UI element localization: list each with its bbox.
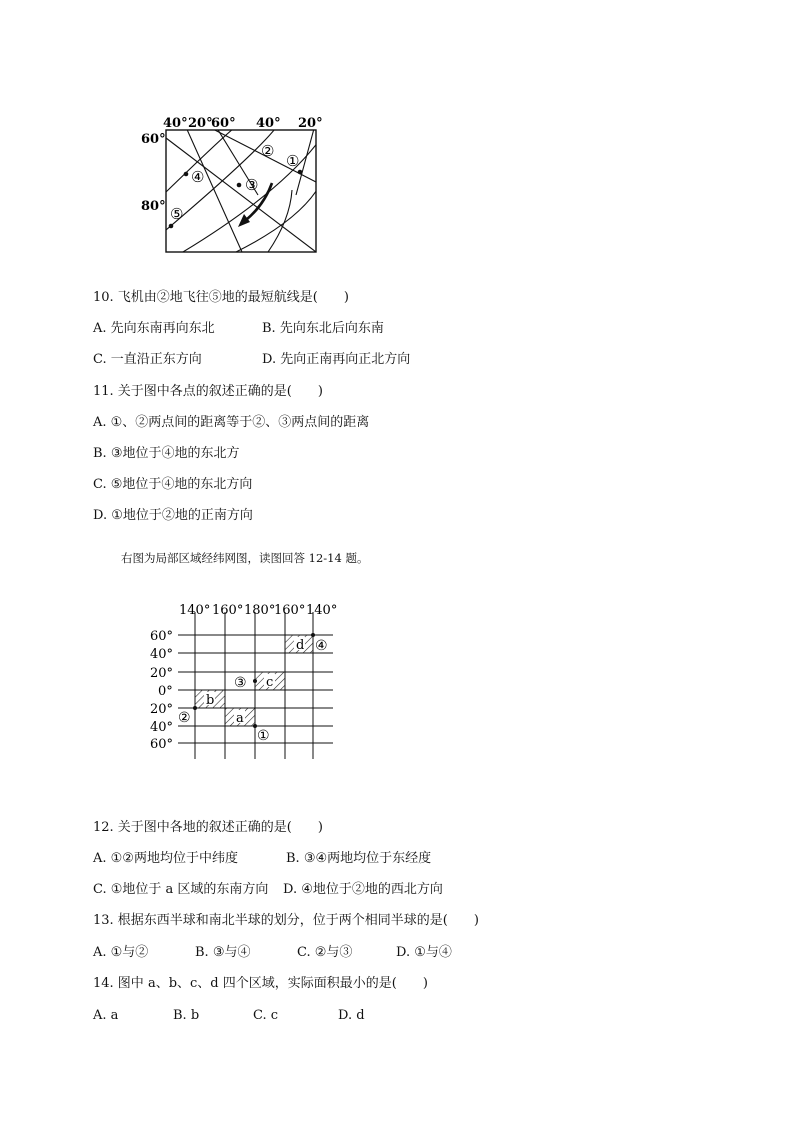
region-label-c: c	[266, 675, 274, 690]
lat-label: 20°	[150, 702, 174, 717]
q13-option-c[interactable]: C. ②与③	[297, 945, 353, 960]
q14-option-d[interactable]: D. d	[338, 1008, 365, 1023]
q11-option-d[interactable]: D. ①地位于②地的正南方向	[93, 508, 253, 523]
lon-label: 140°	[306, 603, 338, 618]
region-label-d: d	[296, 638, 305, 653]
lon-label: 140°	[179, 603, 211, 618]
intro-text: 右图为局部区域经纬网图，读图回答 12-14 题。	[121, 551, 369, 565]
q14-option-b[interactable]: B. b	[173, 1008, 200, 1023]
q10-option-a[interactable]: A. 先向东南再向东北	[93, 321, 215, 336]
q14-stem: 14. 图中 a、b、c、d 四个区域，实际面积最小的是( )	[93, 976, 428, 991]
q12-stem: 12. 关于图中各地的叙述正确的是( )	[93, 820, 323, 835]
q12-option-c[interactable]: C. ①地位于 a 区域的东南方向	[93, 882, 269, 897]
point-label-4: ④	[191, 168, 205, 186]
lon-label: 40°	[163, 116, 188, 131]
dot-4	[311, 633, 315, 637]
q14-option-c[interactable]: C. c	[253, 1008, 279, 1023]
region-label-a: a	[236, 711, 244, 726]
point-label-2: ②	[261, 142, 275, 160]
dot-3	[237, 183, 242, 188]
lon-label: 60°	[211, 116, 236, 131]
q11-option-b[interactable]: B. ③地位于④地的东北方	[93, 446, 240, 461]
polar-graticule-map	[0, 0, 794, 260]
dot-5	[169, 224, 174, 229]
point-label-1: ①	[286, 152, 300, 170]
q12-option-b[interactable]: B. ③④两地均位于东经度	[286, 851, 432, 866]
lon-label: 20°	[298, 116, 323, 131]
lat-label: 60°	[150, 629, 174, 644]
point-label-3: ③	[234, 675, 247, 691]
lat-label: 40°	[150, 647, 174, 662]
q13-option-d[interactable]: D. ①与④	[396, 945, 452, 960]
q10-option-c[interactable]: C. 一直沿正东方向	[93, 352, 202, 367]
q12-option-a[interactable]: A. ①②两地均位于中纬度	[93, 851, 238, 866]
lat-label: 60°	[141, 132, 166, 147]
lat-arc-inner2	[268, 190, 292, 252]
dot-1	[298, 170, 303, 175]
q10-option-b[interactable]: B. 先向东北后向东南	[262, 321, 384, 336]
lon-label: 40°	[256, 116, 281, 131]
graticule-grid-map	[0, 595, 794, 825]
dot-4	[184, 172, 189, 177]
q13-option-b[interactable]: B. ③与④	[195, 945, 251, 960]
arrow-head	[238, 214, 250, 227]
dot-3	[253, 679, 257, 683]
lon-label: 20°	[188, 116, 213, 131]
dot-2	[193, 706, 197, 710]
lat-label: 40°	[150, 720, 174, 735]
q12-option-d[interactable]: D. ④地位于②地的西北方向	[283, 882, 443, 897]
q14-option-a[interactable]: A. a	[93, 1008, 119, 1023]
lat-label: 0°	[158, 684, 173, 699]
q10-option-d[interactable]: D. 先向正南再向正北方向	[262, 352, 411, 367]
point-label-5: ⑤	[170, 205, 184, 223]
lat-label: 80°	[141, 199, 166, 214]
q11-stem: 11. 关于图中各点的叙述正确的是( )	[93, 384, 323, 399]
lon-label: 160°	[274, 603, 306, 618]
q13-option-a[interactable]: A. ①与②	[93, 945, 149, 960]
point-label-1: ①	[257, 728, 270, 744]
point-label-2: ②	[178, 710, 191, 726]
lon-label: 160°	[212, 603, 244, 618]
q11-option-c[interactable]: C. ⑤地位于④地的东北方向	[93, 477, 253, 492]
q10-stem: 10. 飞机由②地飞往⑤地的最短航线是( )	[93, 290, 349, 305]
point-label-4: ④	[315, 638, 328, 654]
lat-label: 20°	[150, 666, 174, 681]
region-label-b: b	[206, 693, 215, 708]
lon-label: 180°	[244, 603, 276, 618]
lat-label: 60°	[150, 737, 174, 752]
point-label-3: ③	[245, 176, 259, 194]
q13-stem: 13. 根据东西半球和南北半球的划分，位于两个相同半球的是( )	[93, 913, 479, 928]
map1-frame	[166, 130, 316, 252]
q11-option-a[interactable]: A. ①、②两点间的距离等于②、③两点间的距离	[93, 415, 370, 430]
